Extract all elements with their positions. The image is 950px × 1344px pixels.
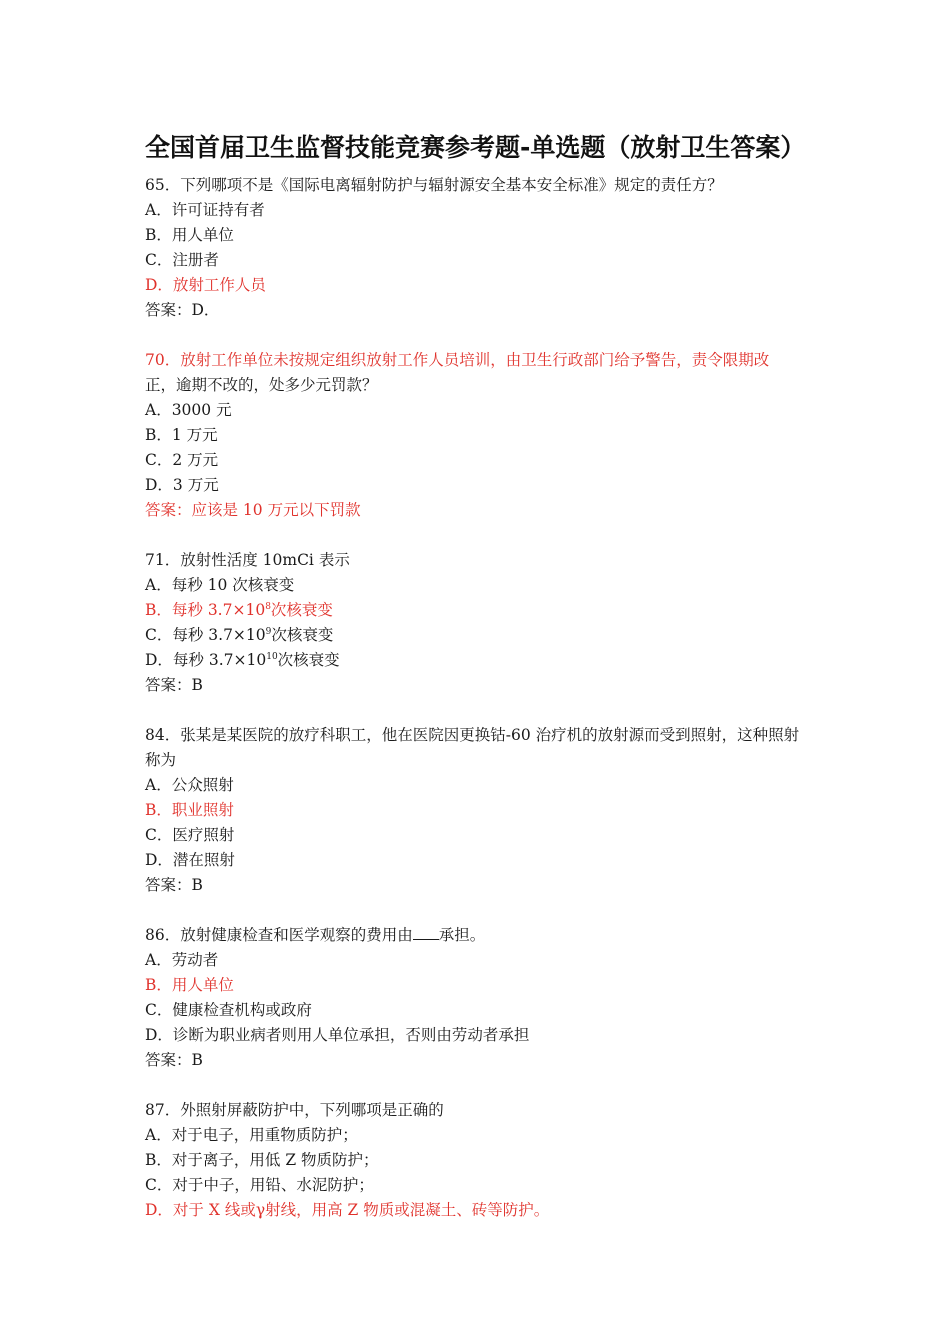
answer-line: 答案：B	[145, 876, 203, 894]
stem-before-blank: 86．放射健康检查和医学观察的费用由	[145, 926, 413, 944]
option-a: A．每秒 10 次核衰变	[145, 576, 295, 594]
option-b: B．1 万元	[145, 426, 218, 444]
question-stem: 65．下列哪项不是《国际电离辐射防护与辐射源安全基本安全标准》规定的责任方？	[145, 176, 723, 194]
option-prefix: B．每秒 3.7×10	[145, 601, 266, 619]
option-suffix: 次核衰变	[270, 601, 333, 619]
answer-line: 答案：应该是 10 万元以下罚款	[145, 501, 361, 519]
option-exponent: 10	[266, 652, 278, 662]
option-c: C．医疗照射	[145, 826, 235, 844]
option-c	[145, 623, 810, 648]
question-stem-line-2: 正，逾期不改的，处多少元罚款？	[145, 376, 378, 394]
option-b: B．用人单位	[145, 226, 234, 244]
option-c: C．2 万元	[145, 451, 219, 469]
option-d: D．3 万元	[145, 476, 219, 494]
option-prefix: D．每秒 3.7×10	[145, 651, 267, 669]
question-65	[145, 173, 810, 323]
document-title: 全国首届卫生监督技能竞赛参考题-单选题（放射卫生答案）	[145, 133, 806, 162]
question-70	[145, 348, 810, 523]
stem-after-blank: 承担。	[438, 926, 486, 944]
question-87	[145, 1098, 810, 1223]
question-84	[145, 723, 810, 898]
question-71	[145, 548, 810, 698]
question-stem: 84．张某是某医院的放疗科职工，他在医院因更换钴-60 治疗机的放射源而受到照射，这种照射称为	[145, 726, 800, 769]
option-b-correct: B．职业照射	[145, 801, 234, 819]
question-stem-line-1: 70．放射工作单位未按规定组织放射工作人员培训，由卫生行政部门给予警告，责令限期改	[145, 351, 770, 369]
option-d-correct: D．对于 X 线或γ射线，用高 Z 物质或混凝土、砖等防护。	[145, 1201, 550, 1219]
option-d-correct: D．放射工作人员	[145, 276, 266, 294]
option-suffix: 次核衰变	[271, 626, 334, 644]
option-prefix: C．每秒 3.7×10	[145, 626, 266, 644]
question-list	[145, 173, 810, 1248]
option-suffix: 次核衰变	[277, 651, 340, 669]
answer-line: 答案：B	[145, 1051, 203, 1069]
option-exponent: 9	[265, 627, 272, 637]
question-86	[145, 923, 810, 1073]
option-d: D．诊断为职业病者则用人单位承担，否则由劳动者承担	[145, 1026, 530, 1044]
question-stem: 71．放射性活度 10mCi 表示	[145, 551, 350, 569]
option-a: A．3000 元	[145, 401, 232, 419]
option-d: D．潜在照射	[145, 851, 235, 869]
question-stem: 87．外照射屏蔽防护中，下列哪项是正确的	[145, 1101, 444, 1119]
answer-line: 答案：B	[145, 676, 203, 694]
option-c: C．健康检查机构或政府	[145, 1001, 312, 1019]
option-b-correct: B．用人单位	[145, 976, 234, 994]
option-a: A．对于电子，用重物质防护；	[145, 1126, 358, 1144]
option-d	[145, 648, 810, 673]
fill-in-blank	[413, 923, 439, 940]
option-a: A．劳动者	[145, 951, 219, 969]
option-b: B．对于离子，用低 Z 物质防护；	[145, 1151, 379, 1169]
question-stem	[145, 923, 810, 948]
option-c: C．对于中子，用铅、水泥防护；	[145, 1176, 374, 1194]
option-b-correct	[145, 598, 810, 623]
option-c: C．注册者	[145, 251, 219, 269]
option-a: A．许可证持有者	[145, 201, 265, 219]
option-a: A．公众照射	[145, 776, 234, 794]
option-exponent: 8	[265, 602, 271, 612]
answer-line: 答案：D．	[145, 301, 220, 319]
